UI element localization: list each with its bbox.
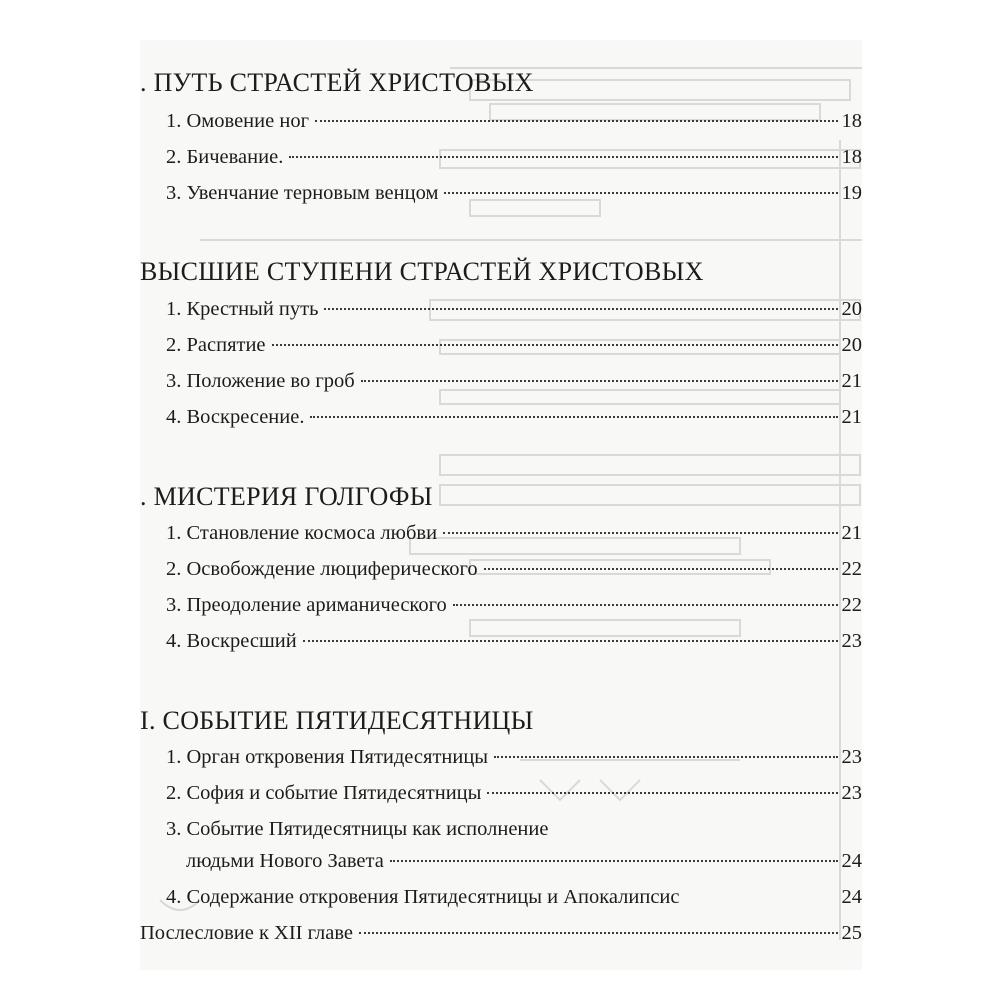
toc-entry[interactable] [166,182,862,205]
page-number: 24 [841,886,862,908]
page-number: 22 [841,558,862,580]
entry-title: 4. Воскресение. [166,406,305,428]
toc-entry[interactable] [166,406,862,429]
toc-entry[interactable] [166,630,862,653]
toc-entry-continuation[interactable] [186,850,862,873]
entry-title: 1. Омовение ног [166,110,309,132]
toc-entry-first-line[interactable]: 3. Событие Пятидесятницы как исполнение [166,818,549,840]
dot-leader [315,120,838,122]
book-page [140,40,862,970]
toc-entry[interactable] [166,298,862,321]
dot-leader [443,532,837,534]
toc-entry[interactable] [166,522,862,545]
dot-leader [494,756,837,758]
section-heading: ВЫСШИЕ СТУПЕНИ СТРАСТЕЙ ХРИСТОВЫХ [140,257,704,286]
entry-title: 4. Содержание откровения Пятидесятницы и Апокалипсис [166,886,680,908]
toc-entry[interactable] [166,110,862,133]
section-heading: . МИСТЕРИЯ ГОЛГОФЫ [140,482,433,511]
toc-entry[interactable] [166,746,862,769]
toc-entry[interactable] [166,886,862,909]
dot-leader [453,604,838,606]
dot-leader [359,932,838,934]
dot-leader [324,308,837,310]
entry-title: 2. Бичевание. [166,146,284,168]
dot-leader [487,792,837,794]
dot-leader [361,380,838,382]
table-of-contents [140,40,862,970]
page-number: 18 [841,146,862,168]
dot-leader [484,568,838,570]
page-number: 22 [841,594,862,616]
entry-title: 3. Положение во гроб [166,370,355,392]
page-number: 23 [841,746,862,768]
dot-leader [272,344,838,346]
dot-leader [289,156,837,158]
entry-title: 1. Крестный путь [166,298,319,320]
section-heading: . ПУТЬ СТРАСТЕЙ ХРИСТОВЫХ [140,68,534,97]
page-number: 21 [841,522,862,544]
page-number: 23 [841,782,862,804]
toc-entry[interactable] [166,782,862,805]
dot-leader [444,192,837,194]
toc-entry[interactable] [166,594,862,617]
toc-entry[interactable] [166,558,862,581]
dot-leader [303,640,838,642]
section-heading: I. СОБЫТИЕ ПЯТИДЕСЯТНИЦЫ [140,706,534,735]
entry-title: 2. София и событие Пятидесятницы [166,782,482,804]
toc-entry[interactable] [166,334,862,357]
entry-title-continuation: людьми Нового Завета [186,850,384,872]
page-number: 25 [841,922,862,944]
entry-title: 4. Воскресший [166,630,297,652]
entry-title: 2. Распятие [166,334,266,356]
page-number: 20 [841,298,862,320]
page-number: 20 [841,334,862,356]
entry-title: 3. Преодоление ариманического [166,594,447,616]
dot-leader [390,860,838,862]
page-number: 23 [841,630,862,652]
toc-entry[interactable] [166,370,862,393]
entry-title: 3. Увенчание терновым венцом [166,182,439,204]
entry-title: 1. Орган откровения Пятидесятницы [166,746,489,768]
page-number: 21 [841,406,862,428]
entry-title: Послесловие к XII главе [140,922,353,944]
entry-title: 1. Становление космоса любви [166,522,438,544]
dot-leader [310,416,837,418]
toc-entry-afterword[interactable] [140,922,862,945]
page-number: 19 [841,182,862,204]
toc-entry[interactable] [166,146,862,169]
page-number: 24 [841,850,862,872]
page-number: 18 [841,110,862,132]
entry-title: 2. Освобождение люциферического [166,558,478,580]
page-number: 21 [841,370,862,392]
